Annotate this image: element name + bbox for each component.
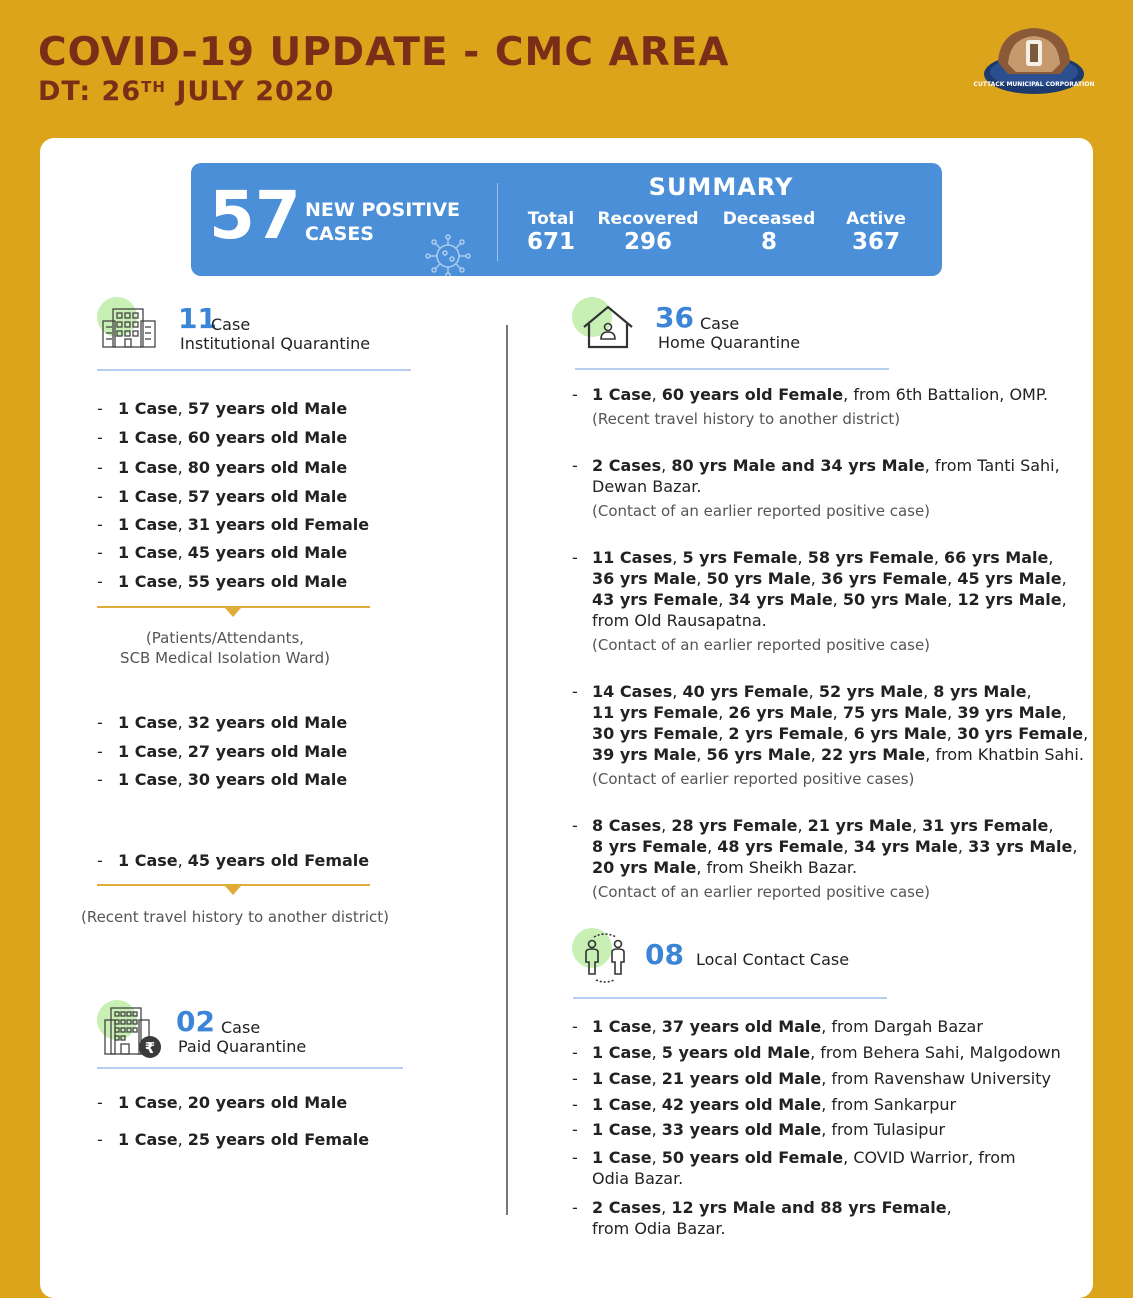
list-item-line: 1 Case, 60 years old Female, from 6th Battalion, OMP. — [592, 385, 1049, 404]
list-dash: - — [572, 1120, 578, 1139]
list-dash: - — [572, 682, 578, 701]
list-dash: - — [97, 770, 103, 789]
list-dash: - — [97, 515, 103, 534]
paid-case-word: Case — [221, 1018, 261, 1037]
list-dash: - — [97, 851, 103, 870]
list-dash: - — [572, 1198, 578, 1217]
list-item-line: Odia Bazar. — [592, 1169, 684, 1188]
list-item-text: 1 Case, 57 years old Male — [118, 399, 348, 418]
list-item-line: from Odia Bazar. — [592, 1219, 726, 1238]
list-item-line: from Old Rausapatna. — [592, 611, 767, 630]
list-item-line: 36 yrs Male, 50 yrs Male, 36 yrs Female, 45 yrs Male, — [592, 569, 1067, 588]
paid-count: 02 — [176, 1005, 215, 1038]
stat-deceased: Deceased 8 — [722, 209, 816, 255]
list-item-text — [592, 547, 1067, 656]
list-item-note: (Contact of an earlier reported positive case) — [592, 883, 931, 901]
list-item-text: 1 Case, 45 years old Female — [118, 851, 370, 870]
institutional-underline — [97, 369, 411, 371]
list-item-line: 8 yrs Female, 48 yrs Female, 34 yrs Male, 33 yrs Male, — [592, 837, 1078, 856]
list-item-text: 1 Case, 55 years old Male — [118, 572, 348, 591]
list-item-line: 1 Case, 50 years old Female, COVID Warrior, from — [592, 1148, 1016, 1167]
list-item-text — [592, 384, 1048, 430]
home-case-word: Case — [700, 314, 740, 333]
list-item-text: 1 Case, 60 years old Male — [118, 428, 348, 447]
list-item-line: 11 yrs Female, 26 yrs Male, 75 yrs Male, 39 yrs Male, — [592, 703, 1067, 722]
paid-underline — [97, 1067, 403, 1069]
local-count: 08 — [645, 938, 684, 971]
logo-lettering: CUTTACK MUNICIPAL CORPORATION — [973, 81, 1095, 88]
summary-title: SUMMARY — [648, 173, 794, 201]
list-item-line: Dewan Bazar. — [592, 477, 702, 496]
list-dash: - — [97, 713, 103, 732]
gold-divider-pointer — [225, 886, 241, 895]
list-item-line: 43 yrs Female, 34 yrs Male, 50 yrs Male, 12 yrs Male, — [592, 590, 1067, 609]
list-item-line: 8 Cases, 28 yrs Female, 21 yrs Male, 31 yrs Female, — [592, 816, 1054, 835]
gold-divider-pointer — [225, 608, 241, 617]
list-item-line: 20 yrs Male, from Sheikh Bazar. — [592, 858, 858, 877]
svg-text:₹: ₹ — [144, 1039, 156, 1057]
list-dash: - — [97, 1130, 103, 1149]
cmc-logo — [973, 22, 1095, 102]
report-date: DT: 26TH JULY 2020 — [38, 76, 335, 107]
list-dash: - — [572, 816, 578, 835]
list-item-text: 1 Case, 31 years old Female — [118, 515, 370, 534]
institutional-count: 11 — [178, 302, 217, 335]
list-item-note: (Contact of an earlier reported positive case) — [592, 502, 931, 520]
column-divider — [506, 325, 508, 1215]
list-item-line: 1 Case, 21 years old Male, from Ravenshaw University — [592, 1069, 1051, 1088]
list-item-text: 1 Case, 45 years old Male — [118, 543, 348, 562]
list-item-line: 14 Cases, 40 yrs Female, 52 yrs Male, 8 yrs Male, — [592, 682, 1032, 701]
list-item-text: 1 Case, 57 years old Male — [118, 487, 348, 506]
list-item-line: 1 Case, 33 years old Male, from Tulasipur — [592, 1120, 946, 1139]
new-positive-count: 57 — [209, 177, 301, 254]
contact-people-icon — [572, 928, 634, 986]
list-dash: - — [97, 1093, 103, 1112]
paid-subtitle: Paid Quarantine — [178, 1037, 307, 1056]
list-item-text: 1 Case, 32 years old Male — [118, 713, 348, 732]
home-subtitle: Home Quarantine — [658, 333, 801, 352]
local-title: Local Contact Case — [696, 950, 850, 969]
home-icon — [572, 297, 634, 355]
list-dash: - — [97, 458, 103, 477]
home-count: 36 — [655, 301, 694, 334]
list-dash: - — [97, 742, 103, 761]
new-positive-label: NEW POSITIVE CASES — [305, 199, 460, 245]
list-item-text — [592, 455, 1060, 522]
list-dash: - — [572, 1043, 578, 1062]
list-item-line: 11 Cases, 5 yrs Female, 58 yrs Female, 66 yrs Male, — [592, 548, 1054, 567]
building-icon — [97, 297, 159, 355]
list-item-line: 1 Case, 42 years old Male, from Sankarpur — [592, 1095, 957, 1114]
institutional-case-word: Case — [211, 315, 251, 334]
local-underline — [573, 997, 887, 999]
list-item-text — [592, 1016, 983, 1037]
stat-total: Total 671 — [526, 209, 575, 255]
list-item-note: (Contact of earlier reported positive cases) — [592, 770, 915, 788]
list-item-text — [592, 815, 1077, 903]
list-dash: - — [572, 1148, 578, 1167]
list-dash: - — [572, 385, 578, 404]
list-dash: - — [572, 456, 578, 475]
list-item-text — [592, 1147, 1016, 1189]
list-item-text: 1 Case, 27 years old Male — [118, 742, 348, 761]
stat-recovered: Recovered 296 — [597, 209, 699, 255]
list-item-text — [592, 1094, 956, 1115]
stat-active: Active 367 — [846, 209, 906, 255]
list-dash: - — [572, 1017, 578, 1036]
list-item-line: 2 Cases, 80 yrs Male and 34 yrs Male, from Tanti Sahi, — [592, 456, 1060, 475]
list-dash: - — [97, 543, 103, 562]
summary-divider — [497, 183, 498, 261]
list-dash: - — [572, 1095, 578, 1114]
list-item-line: 30 yrs Female, 2 yrs Female, 6 yrs Male, 30 yrs Female, — [592, 724, 1089, 743]
list-item-text — [592, 1042, 1061, 1063]
list-item-line: 1 Case, 5 years old Male, from Behera Sahi, Malgodown — [592, 1043, 1061, 1062]
list-item-text — [592, 1068, 1051, 1089]
summary-banner — [191, 163, 942, 276]
list-item-text: 1 Case, 20 years old Male — [118, 1093, 348, 1112]
list-dash: - — [97, 399, 103, 418]
home-underline — [575, 368, 889, 370]
list-dash: - — [97, 572, 103, 591]
list-dash: - — [572, 1069, 578, 1088]
list-item-note: (Recent travel history to another district) — [592, 410, 901, 428]
list-item-line: 2 Cases, 12 yrs Male and 88 yrs Female, — [592, 1198, 952, 1217]
list-dash: - — [572, 548, 578, 567]
list-item-note: (Contact of an earlier reported positive case) — [592, 636, 931, 654]
list-item-text — [592, 681, 1088, 790]
list-item-text — [592, 1119, 945, 1140]
list-item-line: 1 Case, 37 years old Male, from Dargah Bazar — [592, 1017, 983, 1036]
institutional-note-1: (Patients/Attendants, SCB Medical Isolation Ward) — [120, 629, 330, 667]
list-item-text — [592, 1197, 952, 1239]
virus-icon — [423, 233, 473, 279]
page-title: COVID-19 UPDATE - CMC AREA — [38, 30, 730, 75]
list-dash: - — [97, 487, 103, 506]
hotel-icon — [97, 1000, 159, 1058]
list-item-text: 1 Case, 30 years old Male — [118, 770, 348, 789]
institutional-note-2: (Recent travel history to another district) — [80, 908, 390, 926]
list-item-line: 39 yrs Male, 56 yrs Male, 22 yrs Male, from Khatbin Sahi. — [592, 745, 1084, 764]
list-item-text: 1 Case, 80 years old Male — [118, 458, 348, 477]
list-item-text: 1 Case, 25 years old Female — [118, 1130, 370, 1149]
list-dash: - — [97, 428, 103, 447]
institutional-subtitle: Institutional Quarantine — [180, 334, 371, 353]
